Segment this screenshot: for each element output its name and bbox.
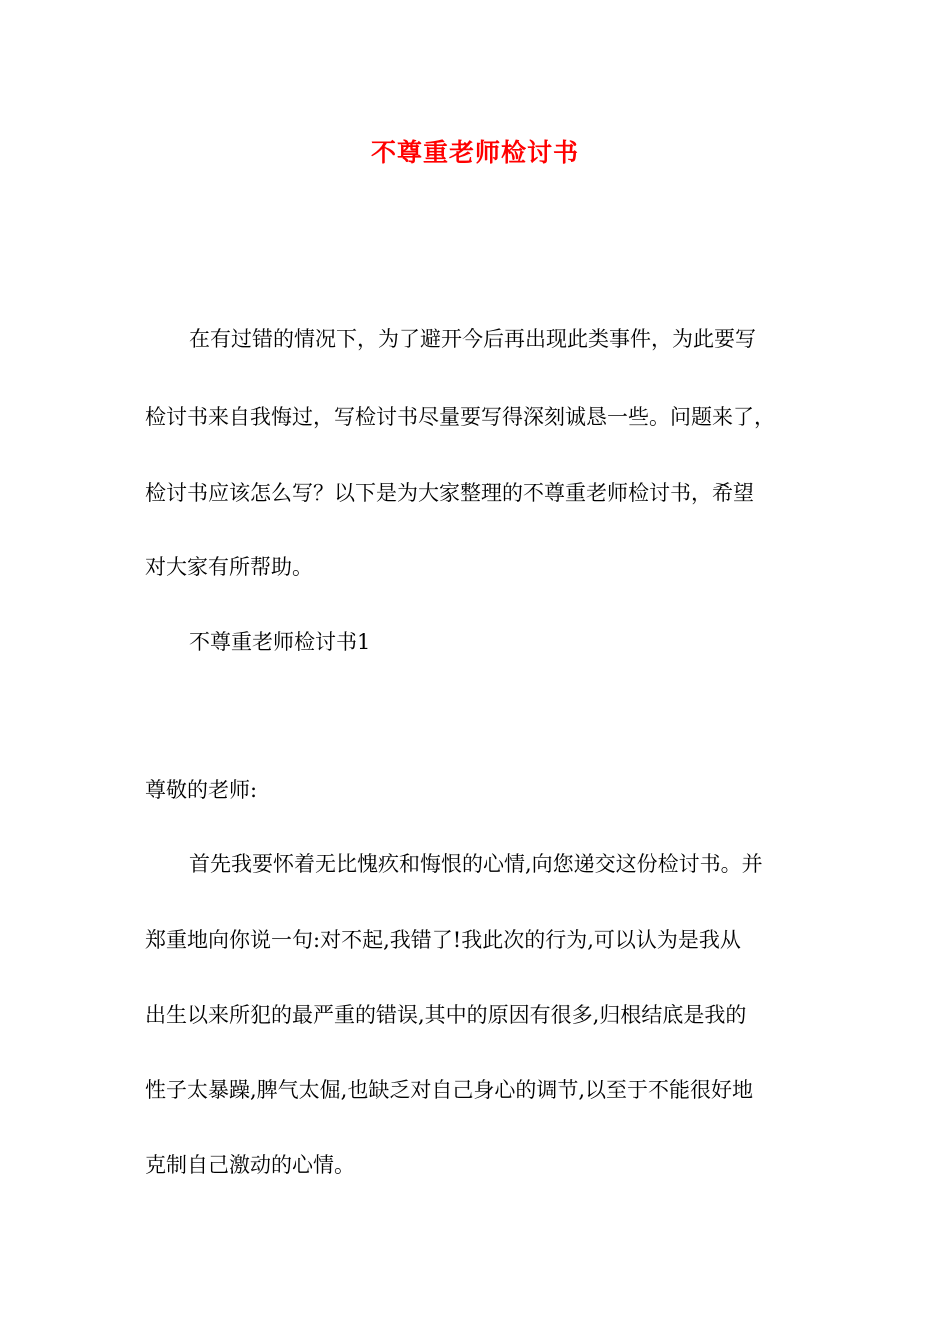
body-line-1: 首先我要怀着无比愧疚和悔恨的心情,向您递交这份检讨书。并 xyxy=(189,852,763,876)
page-title: 不尊重老师检讨书 xyxy=(370,138,579,167)
intro-line-1: 在有过错的情况下，为了避开今后再出现此类事件，为此要写 xyxy=(189,327,756,351)
intro-line-4: 对大家有所帮助。 xyxy=(145,555,313,579)
body-line-2: 郑重地向你说一句:对不起,我错了!我此次的行为,可以认为是我从 xyxy=(145,928,741,952)
intro-line-2: 检讨书来自我悔过，写检讨书尽量要写得深刻诚恳一些。问题来了， xyxy=(145,405,775,429)
body-line-4: 性子太暴躁,脾气太倔,也缺乏对自己身心的调节,以至于不能很好地 xyxy=(145,1078,754,1102)
intro-line-3: 检讨书应该怎么写？以下是为大家整理的不尊重老师检讨书，希望 xyxy=(145,481,754,505)
section-heading: 不尊重老师检讨书1 xyxy=(189,630,371,654)
body-line-5: 克制自己激动的心情。 xyxy=(145,1153,355,1177)
salutation: 尊敬的老师: xyxy=(145,778,258,802)
body-line-3: 出生以来所犯的最严重的错误,其中的原因有很多,归根结底是我的 xyxy=(145,1003,747,1027)
